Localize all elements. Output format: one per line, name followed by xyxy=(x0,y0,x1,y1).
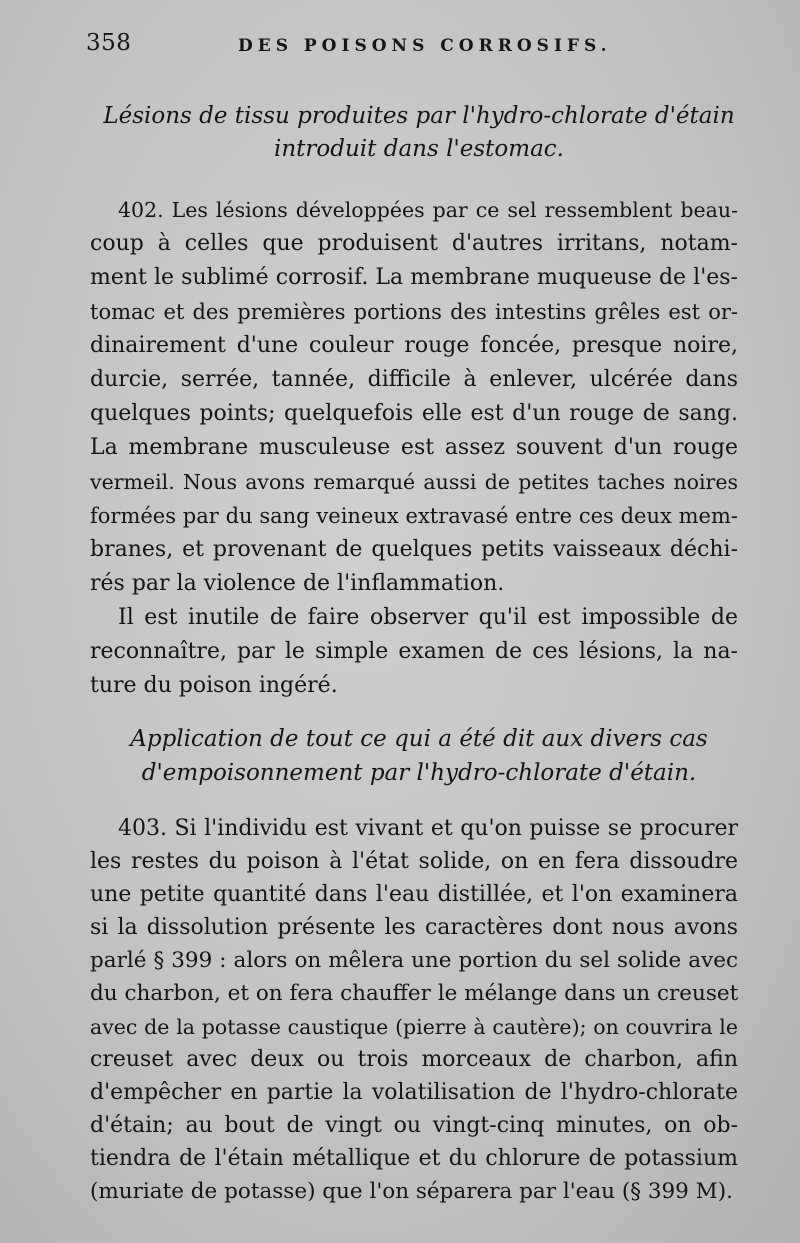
paragraph-line: tiendra de l'étain métallique et du chlorure de potassium xyxy=(90,1146,738,1171)
paragraph-line: reconnaître, par le simple examen de ces lésions, la na- xyxy=(90,639,738,664)
paragraph-line: d'étain; au bout de vingt ou vingt-cinq minutes, on ob- xyxy=(90,1113,738,1138)
paragraph-line: parlé § 399 : alors on mêlera une portion du sel solide avec xyxy=(90,948,738,973)
paragraph-line: dinairement d'une couleur rouge foncée, presque noire, xyxy=(90,333,738,358)
section-title-line: d'empoisonnement par l'hydro-chlorate d'étain. xyxy=(141,760,697,786)
paragraph-line: formées par du sang veineux extravasé entre ces deux mem- xyxy=(90,504,738,528)
section-title-line: introduit dans l'estomac. xyxy=(274,136,564,162)
paragraph-line: si la dissolution présente les caractères dont nous avons xyxy=(90,915,738,940)
paragraph-line: vermeil. Nous avons remarqué aussi de petites taches noires xyxy=(90,470,738,494)
paragraph-line: tomac et des premières portions des intestins grêles est or- xyxy=(90,300,738,324)
paragraph-line: rés par la violence de l'inflammation. xyxy=(90,571,505,596)
paragraph-line: Il est inutile de faire observer qu'il est impossible de xyxy=(118,605,738,630)
paragraph-line: durcie, serrée, tannée, difficile à enlever, ulcérée dans xyxy=(90,367,738,392)
running-head: DES POISONS CORROSIFS. xyxy=(238,36,612,56)
paragraph-line: avec de la potasse caustique (pierre à cautère); on couvrira le xyxy=(90,1015,738,1039)
section-title-line: Application de tout ce qui a été dit aux divers cas xyxy=(130,726,708,752)
paragraph-line: quelques points; quelquefois elle est d'un rouge de sang. xyxy=(90,401,738,426)
paragraph-line: La membrane musculeuse est assez souvent d'un rouge xyxy=(90,435,738,460)
paragraph-line: du charbon, et on fera chauffer le mélange dans un creuset xyxy=(90,981,739,1006)
section-title-line: Lésions de tissu produites par l'hydro-chlorate d'étain xyxy=(103,103,735,129)
paragraph-line: (muriate de potasse) que l'on séparera par l'eau (§ 399 M). xyxy=(90,1179,733,1204)
paragraph-line: les restes du poison à l'état solide, on en fera dissoudre xyxy=(90,849,738,874)
paragraph-line: une petite quantité dans l'eau distillée, et l'on examinera xyxy=(90,882,738,907)
paragraph-line: 403. Si l'individu est vivant et qu'on puisse se procurer xyxy=(118,816,738,841)
paragraph-line: branes, et provenant de quelques petits vaisseaux déchi- xyxy=(90,537,738,562)
paragraph-line: coup à celles que produisent d'autres irritans, notam- xyxy=(90,231,738,256)
paragraph-line: ture du poison ingéré. xyxy=(90,673,338,698)
paragraph-line: creuset avec deux ou trois morceaux de charbon, afin xyxy=(90,1047,738,1072)
paragraph-line: d'empêcher en partie la volatilisation de l'hydro-chlorate xyxy=(90,1080,738,1105)
page-number: 358 xyxy=(86,30,132,56)
paragraph-line: ment le sublimé corrosif. La membrane muqueuse de l'es- xyxy=(90,265,738,290)
paragraph-line: 402. Les lésions développées par ce sel ressemblent beau- xyxy=(118,198,738,222)
